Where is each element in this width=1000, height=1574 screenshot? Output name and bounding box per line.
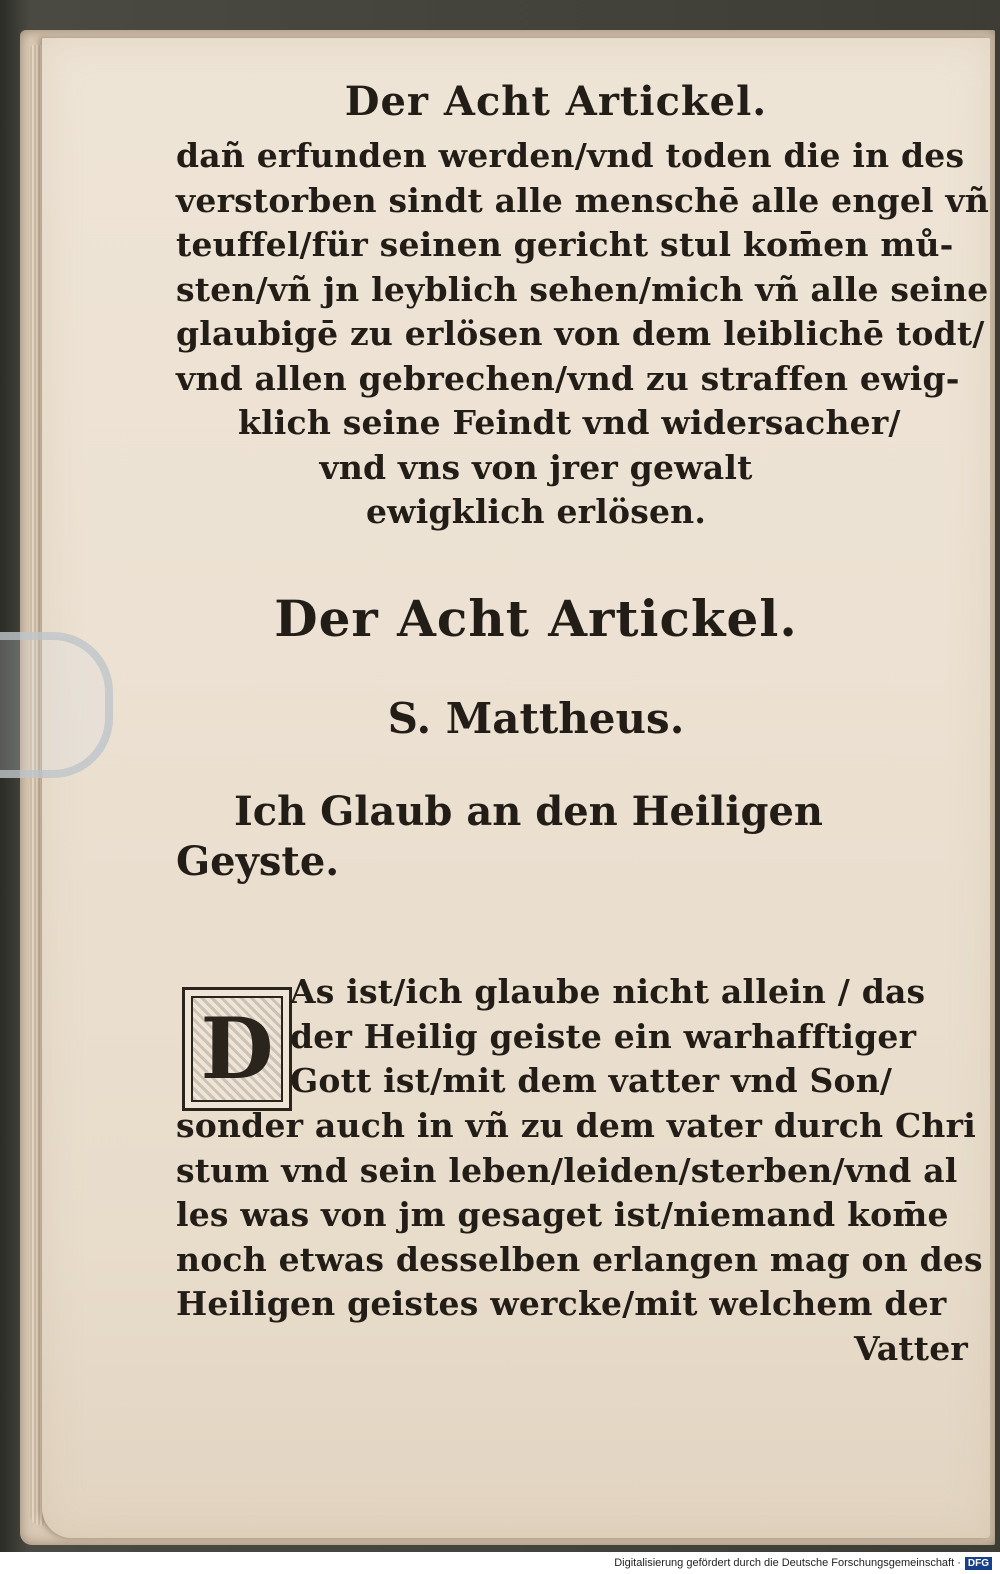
running-heading: Der Acht Artickel.	[344, 78, 768, 125]
text-line: As ist/ich glaube nicht allein / das	[290, 972, 926, 1011]
text-line: glaubigē zu erlösen von dem leiblichē todt/	[176, 314, 985, 353]
text-line: vnd allen gebrechen/vnd zu straffen ewig-	[176, 358, 960, 398]
text-line: vnd vns von jrer gewalt	[319, 447, 753, 487]
text-line: sten/vñ jn leyblich sehen/mich vñ alle seine	[176, 269, 989, 309]
decorated-initial	[182, 987, 292, 1111]
text-line: stum vnd sein leben/leiden/sterben/vnd al	[176, 1150, 958, 1190]
text-line: sonder auch in vñ zu dem vater durch Chri	[176, 1106, 976, 1145]
text-line: Heiligen geistes wercke/mit welchem der	[176, 1284, 947, 1323]
text-line: Gott ist/mit dem vatter vnd Son/	[290, 1061, 893, 1100]
catchword: Vatter	[853, 1328, 968, 1368]
section-heading: Der Acht Artickel.	[274, 588, 798, 648]
text-line: noch etwas desselben erlangen mag on des	[176, 1239, 983, 1279]
credo-line: Ich Glaub an den Heiligen	[234, 787, 824, 835]
page-text	[176, 70, 990, 887]
footer-credit: Digitalisierung gefördert durch die Deutsche Forschungsgemeinschaft ·	[614, 1557, 961, 1569]
text-line: teuffel/für seinen gericht stul kom̄en mů-	[176, 225, 954, 264]
evangelist-heading: S. Mattheus.	[387, 693, 685, 743]
initial-letter: D	[191, 996, 283, 1102]
text-line: dañ erfunden werden/vnd toden die in des	[176, 136, 965, 175]
page-clip	[0, 632, 113, 778]
top-paragraph	[176, 134, 990, 535]
credo-line: Geyste.	[176, 837, 340, 885]
footer-bar	[0, 1552, 1000, 1574]
dfg-logo: DFG	[965, 1557, 992, 1570]
text-line: ewigklich erlösen.	[365, 492, 707, 531]
text-line: klich seine Feindt vnd widersacher/	[238, 403, 901, 442]
body-paragraph	[176, 1104, 983, 1371]
text-line: der Heilig geiste ein warhafftiger	[290, 1016, 917, 1056]
body-with-initial	[290, 970, 980, 1104]
text-line: verstorben sindt alle menschē alle engel vñ	[176, 180, 990, 220]
text-line: les was von jm gesaget ist/niemand kom̄e	[176, 1195, 949, 1234]
